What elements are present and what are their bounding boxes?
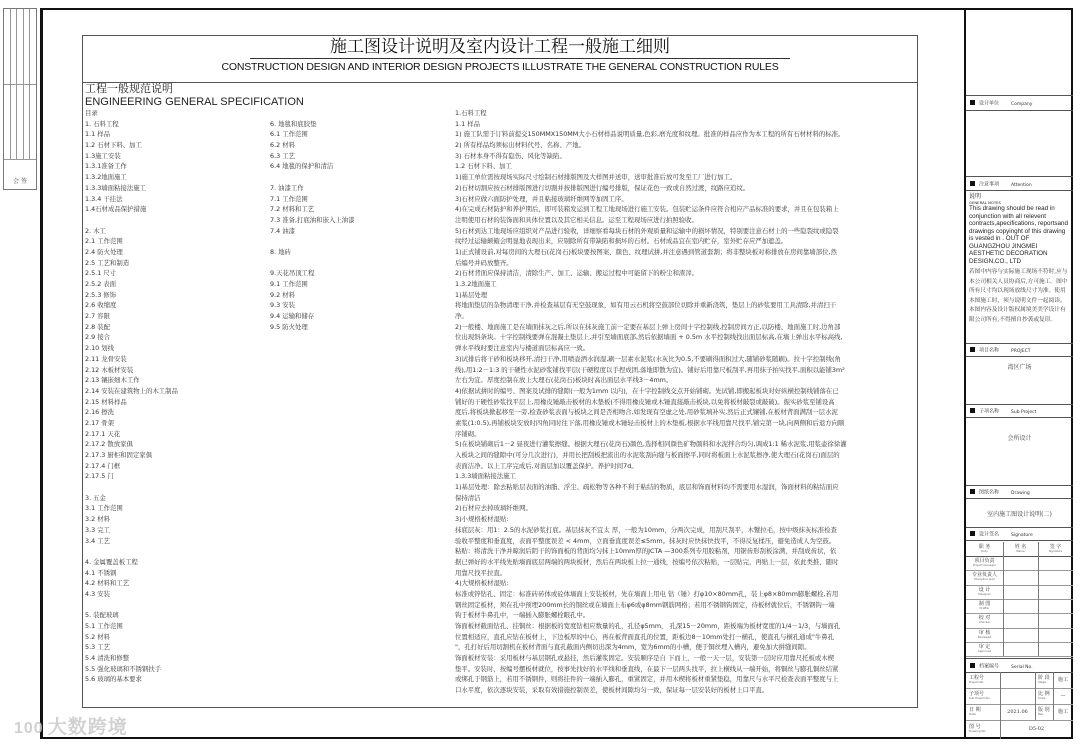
spec-line: 2)石材背面应保持清洁，清除生产、加工、运输、搬运过程中可能留下的粉尘和渣滓。 (455, 269, 699, 278)
toc-item (270, 172, 355, 183)
spec-line: 标准或锌钻孔、固定：标准砖砖体或砼体墙面上安装板材，先在墙面上用电 钻（锤）打φ10×80mm孔，装上φ8×80mm膨胀螺栓,若用 (455, 589, 839, 598)
toc-item: 1.3.2地面施工 (85, 173, 127, 182)
square-bullet-icon (970, 489, 975, 494)
toc-item (85, 546, 178, 557)
spec-line: 1.2 石材下料、加工 (455, 162, 512, 171)
signature-sign-field[interactable] (1038, 599, 1073, 612)
toc-item: 2.5.3 修饰 (85, 290, 117, 299)
spec-line: 钩于板材牛鼻孔中，一端插入膨胀螺栓眼孔中。 (455, 611, 590, 620)
toc-item: 2. 木工 (85, 226, 106, 235)
spec-line: 1)基层处理 (455, 290, 488, 299)
toc-item: 2.9 接合 (85, 333, 110, 342)
header-divider (82, 82, 918, 83)
square-bullet-icon (970, 100, 975, 105)
spec-line: 口水平度，依次逐块安装，采取有效措施控制误差，使板材间隙均匀一致，保证每一层安装好的板材上口平直。 (455, 686, 769, 695)
toc-item: 2.4 防火处理 (85, 247, 123, 256)
signature-name-field[interactable] (1003, 628, 1038, 641)
square-bullet-icon (970, 181, 975, 186)
spec-line: 入板块之间的缝隙中(可分几次进行)，并用长把刮板把流出的水泥浆刮向缝与板面擦平,同时将板面上水泥浆擦净,使大理石(花岗石)面层的 (455, 451, 840, 459)
toc-item: 2.17.3 厨柜和固定家俱 (85, 451, 153, 459)
notes-title: 说明 (969, 193, 982, 200)
sub-project-label-en: Sub Project (1011, 409, 1037, 415)
drawing-name: 室内施工图设计说明(二) (987, 511, 1052, 518)
company-label: 设计单位 (979, 100, 1000, 107)
square-bullet-icon (970, 663, 975, 668)
spec-line: 1)基层处理：除去粘贴层表面的油脂、浮尘、疏松物等各种不利于粘结的物质，底层和饰面材料均不需要用水湿润，饰面材料的粘结面应 (455, 483, 839, 492)
serial-value: 施工 (1057, 709, 1068, 716)
spec-line: "，孔打好后用切割机在板材背面与直孔截面内侧切出深为4mm，宽为6mm的小槽，便于铜丝埋入槽内，避免加大拼缝间隙。 (455, 643, 811, 652)
toc-item: 1.1 样品 (85, 130, 110, 139)
serial-header: 档案编号 Serial No. (970, 663, 1033, 671)
drawing-number: D5-02 (1028, 726, 1045, 733)
spec-line: 保持清洁 (455, 493, 481, 502)
spec-line: 3)小规格板材湿贴: (455, 515, 509, 524)
spec-line: 铺好的干硬性砂浆找平层上,用橡皮锤敲击板材的木垫板(不得用橡皮锤或木锤直接敲击板块,以免将板材敲裂或敲破)。振实砂浆至铺设高 (455, 397, 835, 406)
spec-line: 用靠尺找平拉直。 (455, 568, 507, 577)
toc-item: 5.1 工作范围 (85, 622, 123, 630)
notes-title-en: GENERAL NOTES (969, 200, 1001, 205)
spec-body-column (455, 108, 847, 696)
serial-label: 比 例 Scale (1038, 691, 1050, 701)
serial-label: 工程号 Project No. (969, 675, 985, 685)
toc-item: 2.17.4 门框 (85, 461, 121, 470)
signature-column-header: 职 务 Duty (978, 544, 991, 553)
toc-item: 2.11 龙骨安装 (85, 354, 127, 363)
toc-item: 7.4 油漆 (270, 226, 295, 235)
signature-role: 设 计 Designer (978, 586, 991, 596)
signature-label-en: Signature (1011, 532, 1033, 538)
project-name: 湾区广场 (1007, 364, 1032, 371)
toc-item: 2.5.1 尺寸 (85, 269, 117, 278)
signature-role: 审 定 Approved (977, 643, 992, 653)
toc-item (270, 108, 355, 119)
drawing-label: 图纸名称 (979, 489, 1000, 496)
toc-item: 1.2 石材下料、加工 (85, 141, 142, 150)
toc-item: 2.15 材料样品 (85, 397, 127, 406)
signature-role: 审 核 Reviewed (977, 629, 992, 639)
spec-line: 将地面垫层的杂物清理干净,并检查基层有无空鼓现象，如有用云石机将空鼓部位切除并重新浇筑，垫层上的砂浆要用工具清除,并清扫干 (455, 301, 837, 310)
spec-line: 度后,将板块掀起移至一旁,检查砂浆表面与板块之间是否相吻合,如发现有空虚之处,用砂浆填补实,然后正式镶铺,在板材背面满刮一层水泥 (455, 408, 838, 417)
signature-role: 专业负责人 Discipline lead (971, 572, 997, 582)
toc-item: 2.13 镶嵌细木工作 (85, 376, 140, 385)
square-bullet-icon (970, 531, 975, 536)
signature-label: 设计签名 (979, 531, 1000, 538)
spec-line: 3) 石材本身不得有隐伤、风化等缺陷。 (455, 151, 566, 160)
toc-item: 2.5 工艺和制造 (85, 258, 130, 267)
toc-item: 2.8 装配 (85, 322, 110, 331)
toc-item: 7.2 材料和工艺 (270, 205, 315, 214)
toc-item (270, 236, 355, 247)
spec-line: 4)在完成石材防护和养护期后，即可装箱发运到工程工地现场进行施工安装。包装贮运条件应符合相应产品标准的要求，并且在包装箱上 (455, 205, 839, 214)
toc-item: 5.4 清洗和修整 (85, 654, 130, 663)
spec-line: 3)石材应做六面防护处理，并且粘接玻璃纤维网等加固工序。 (455, 194, 628, 203)
toc-left-column (85, 108, 178, 685)
toc-item: 1.3.1准备工作 (85, 162, 127, 171)
sub-project-header (970, 408, 1036, 416)
toc-item: 7. 油漆工作 (270, 183, 304, 192)
company-label-en: Company (1011, 101, 1033, 107)
toc-item: 1.4石材成品保护措施 (85, 205, 147, 214)
spec-line: 左右为宜。厚度控制在放上大理石(花岗石)板块时高出面层水平线3－4mm。 (455, 376, 673, 385)
drawing-label-en: Drawing (1011, 490, 1030, 496)
toc-item: 5.5 强化玻璃和不锈钢扶手 (85, 664, 162, 673)
notes-english: This drawing should be read in conjunction with all relevent contracts,apecifications, reportsand drawings copyinght of this drawing is vested in . OUT OF GUANGZHOU JINGMEI AESTHETIC DECORATION DESIGN,CO., LTD (969, 205, 1069, 265)
spec-line: 饰面板材截面钻孔、挂铜丝：根据板的宽度钻相应数量的孔，孔径φ5mm， 孔深15－20mm，距板端为板材宽度的1/4－1/3，与墙面孔 (455, 622, 841, 630)
toc-item: 2.17.2 散放家俱 (85, 440, 133, 449)
spec-line: 验收平整度和垂直度，表面平整度误差 < 4mm，立面垂直度误差≤5mm。抹灰时应快抹快找平，不得反复揉压，避免造成人为空鼓。 (455, 536, 836, 545)
spec-line: 弹水平线时要注意室内与楼道面层标高应一致。 (455, 344, 590, 353)
square-bullet-icon (970, 408, 975, 413)
serial-label: 子项号 Sub Project No. (969, 691, 991, 701)
toc-item: 6.2 材料 (270, 141, 295, 150)
toc-item: 5.2 材料 (85, 632, 110, 641)
toc-item: 4.3 安装 (85, 589, 110, 598)
toc-item (85, 215, 178, 226)
toc-item: 1.3.3墙面粘接法施工 (85, 183, 146, 192)
spec-line: 净。 (455, 312, 468, 321)
toc-item: 2.12 木板材安装 (85, 365, 134, 374)
signature-sign-field[interactable] (1038, 556, 1073, 569)
signature-sign-field[interactable] (1038, 613, 1073, 626)
project-label: 项目名称 (979, 347, 1000, 354)
toc-item: 2.14 安装在建筑物上的木工制品 (85, 386, 178, 395)
project-header (970, 347, 1030, 355)
toc-item (85, 600, 178, 611)
toc-item: 目录 (85, 109, 98, 117)
toc-item: 2.6 收缩度 (85, 301, 117, 310)
spec-line: 线),用1:2－1:3 的干硬性水泥砂浆铺找平层(干硬程度以手捏成团,落地即散为宜)。铺好后用靠尺板刮平,再用抹子拍实找平,面积以能铺3m² (455, 365, 845, 374)
section-title-cn: 工程一般规范说明 (85, 82, 173, 95)
spec-line: 1.1 样品 (455, 119, 480, 128)
spec-line: 1) 施工队需于订料前提交150MMX150MM大小石材样品说明质量,色彩,磨光度和纹理。批准的样品应作为本工程的所有石材材料的标准。 (455, 130, 845, 139)
toc-item: 2.5.2 表面 (85, 280, 117, 288)
signature-name-field[interactable] (1003, 613, 1038, 626)
title-underline (250, 58, 790, 59)
toc-item (85, 482, 178, 493)
watermark-text: 大数跨境 (47, 716, 128, 738)
spec-line: 2)石材切割应按石材排版图进行切割并按排版图进行编号排版，保证花色一致或自然过渡，纹路应追纹。 (455, 183, 750, 192)
drawing-header (970, 489, 1030, 497)
signature-sign-field[interactable] (1038, 570, 1073, 583)
toc-item: 3. 五金 (85, 493, 106, 502)
attention-header (970, 181, 1032, 189)
signature-name-field[interactable] (1003, 585, 1038, 598)
general-notes (969, 193, 1071, 326)
spec-line: 位置相适应，直孔应钻在板材上，下边板厚的中心，再在板背面直孔的位置，距板边8－10mm处打一横孔，使直孔与横孔通成"牛鼻孔 (455, 632, 835, 641)
sub-project-name: 会所设计 (1007, 435, 1032, 442)
spec-line: 4)大规格板材湿贴: (455, 579, 509, 588)
spec-line: 或绑孔于钢筋上，若用不锈钢件，则将挂件的一端插入膨孔，重紧固定，并用木楔将板材重紧垫稳，用靠尺与水平尺检查表面平整度与上 (455, 675, 839, 684)
toc-item: 8. 地砖 (270, 247, 291, 256)
countersign-label: 会 签 (13, 178, 27, 185)
toc-item: 4.2 材料和工艺 (85, 579, 130, 588)
toc-item: 6.3 工艺 (270, 151, 295, 160)
toc-item: 6.1 工作范围 (270, 130, 308, 139)
toc-item: 2.7 容限 (85, 312, 110, 321)
sub-project-label: 子项名称 (979, 408, 1000, 415)
page-title: 施工图设计说明及室内设计工程一般施工细则 (330, 37, 670, 57)
watermark (14, 712, 128, 739)
toc-item: 7.3 准备,打底油和嵌入上油漆 (270, 215, 355, 224)
toc-item: 9.1 工作范围 (270, 280, 308, 288)
spec-line: 2)一般楼、地面施工是在墙面抹灰之后,所以在抹灰施工前一定要在基层上弹上房间十字控制线,控制房间方正,以防楼、地面施工时,边角部 (455, 322, 841, 331)
signature-role: 项目负责 Project manager (972, 558, 997, 567)
spec-line: 5)在板块铺砌后1－2 昼夜进行灌浆擦缝。根据大理石(花岗石)颜色,选择相同颜色矿物颜料和水泥拌合均匀,调成1:1 稀水泥浆,用浆壶徐徐灌 (455, 440, 847, 449)
signature-sign-field[interactable] (1038, 628, 1073, 641)
toc-item: 3.1 工作范围 (85, 504, 123, 513)
toc-item: 5. 装配玻璃 (85, 611, 119, 620)
watermark-logo: 100 (14, 720, 44, 737)
spec-line: 2)石材应去掉玻璃纤维网。 (455, 504, 532, 513)
toc-item: 3.3 完工 (85, 525, 110, 534)
toc-item: 2.10 划线 (85, 344, 115, 353)
signature-name-field[interactable] (1003, 556, 1038, 569)
toc-item: 6.4 地毯的保护和清洁 (270, 162, 334, 171)
section-title-en: ENGINEERING GENERAL SPECIFICATION (85, 95, 304, 108)
signature-sign-field[interactable] (1038, 642, 1073, 655)
toc-item: 3.2 材料 (85, 515, 110, 524)
spec-line: 1.石料工程 (455, 109, 487, 117)
spec-line: 1.3.2地面施工 (455, 280, 497, 288)
signature-column-header: 签 字 Signature (1048, 544, 1063, 553)
signature-role: 制 图 Drafter (978, 600, 991, 610)
toc-item: 1.3.4 干挂法 (85, 194, 123, 203)
project-label-en: PROJECT (1011, 348, 1031, 354)
serial-label: 阶 段 Stage (1038, 675, 1050, 685)
signature-sign-field[interactable] (1038, 585, 1073, 598)
page-subtitle: CONSTRUCTION DESIGN AND INTERIOR DESIGN PROJECTS ILLUSTRATE THE GENERAL CONSTRUCTION RULES (221, 61, 779, 73)
spec-line: 素浆(1:0.5),再铺板块安放时四角同时往下落,用橡皮锤或木锤轻击板材上的木垫板,根据水平线用靠尺找平,铺完第一块,向两侧和后退方向顺 (455, 418, 845, 427)
spec-line: 序铺砌。 (455, 429, 481, 438)
toc-item: 7.1 工作范围 (270, 194, 308, 203)
serial-value: 施工 (1057, 677, 1068, 684)
toc-item: 6. 地毯和底胶垫 (270, 119, 317, 128)
spec-line: 垫平。安装时，按编号摆板材就位，按事先找好的水平线和垂直线，在最下一层两头找平，拉上横线从一端开始，将铜丝与膨孔铜丝结紧 (455, 664, 839, 673)
serial-value: 2021.06 (1007, 709, 1028, 716)
toc-item: 9.天花吊顶工程 (270, 269, 315, 278)
toc-item: 5.6 玻璃的基本要求 (85, 675, 142, 684)
notes-chinese: 若图中内容与实际施工现场不符时,应与本公司相关人员协商后,方可施工。图中所有尺寸均以现场放线尺寸为准。使用本图施工时，须与说明文件一起阅读。本图内容及设计版权属境美美学设计有限公司所有,不得擅自抄袭或复印。 (969, 269, 1068, 323)
company-header (970, 100, 1032, 108)
toc-item: 1. 石料工程 (85, 119, 119, 128)
spec-line: 1)施工单位需按现场实际尺寸绘制石材排版图及大样图并送审，送审批准后放可发至工厂进行加工。 (455, 173, 737, 182)
attention-label: 注意事项 (979, 181, 1000, 188)
toc-item: 2.1 工作范围 (85, 237, 123, 246)
toc-item: 9.4 运输和储存 (270, 312, 315, 321)
toc-item: 2.17 骨架 (85, 418, 115, 427)
toc-item: 2.17.5 门 (85, 472, 114, 481)
spec-line: 抹底层灰：用1：2.5的水泥砂浆打底。基层抹灰不宜太 厚，一般为10mm，分两次完成，用刮尺刮平，木蟹拉毛，按中级抹灰标准检查 (455, 525, 837, 534)
spec-line: 粘贴：将清洗干净并晾润后阴干的饰面板的背面均匀抹上10mm厚的JCTA —300系列专用胶粘剂，用锯齿形刮板涂满，并刮成齿状，依 (455, 547, 837, 556)
toc-item (270, 258, 355, 269)
toc-item: 9.3 安装 (270, 301, 295, 310)
spec-line: 5)石材到达工地现场应组织对产品进行验收，详细察看每块石材的外观质量和运输中的损坏情况，特别要注意石材上的一些隐裂纹或隐裂 (455, 226, 839, 235)
signature-role: 校 对 Checker (978, 615, 991, 625)
toc-item: 1.3施工安装 (85, 151, 121, 160)
serial-label: 版 别 Rev. (1038, 707, 1050, 717)
attention-label-en: Attention (1011, 182, 1032, 188)
serial-value: — (1060, 693, 1066, 700)
spec-line: 位出现斜条块。十字控制线要弹在混凝土垫层上,并引至墙面底部,然后依据墙面 + 0.5m 水平控制线找出面层标高,在墙上弹出水平标高线, (455, 333, 843, 342)
signature-name-field[interactable] (1003, 642, 1038, 655)
toc-item: 9.5 防火处理 (270, 322, 308, 331)
spec-line: 2) 所有样品均须标出材料代号、名称、产地。 (455, 141, 586, 150)
toc-item: 2.17.1 天花 (85, 429, 121, 438)
toc-item: 3.4 工艺 (85, 536, 110, 545)
serial-label: 日 期 Date (969, 707, 981, 717)
toc-item: 5.3 工艺 (85, 643, 110, 652)
spec-line: 后编号并码放整齐。 (455, 258, 513, 267)
toc-middle-column (270, 108, 355, 332)
spec-line: 1.3.3墙面粘接法施工 (455, 472, 516, 481)
spec-line: 3)试排后将干砂和板块移开,清扫干净,用喷壶洒水润湿,刷一层素水泥浆(水灰比为0.5,不要刷得面积过大,随铺砂浆随刷)。拉十字控制线(角 (455, 354, 841, 363)
signature-name-field[interactable] (1003, 599, 1038, 612)
toc-item: 2.16 擦洗 (85, 408, 115, 417)
signature-name-field[interactable] (1003, 570, 1038, 583)
toc-item: 9.2 材料 (270, 290, 295, 299)
signature-column-header: 姓 名 Name (1014, 544, 1027, 553)
spec-line: 钢丝固定板材，须在孔中预埋200mm长的铜丝或在墙面上布φ6或φ8mm钢筋网格；若用不锈钢钩固定，待板材就位后，不锈钢钩一端 (455, 600, 835, 609)
spec-line: 注明使用石材的装饰面和具体位置以及其它相关信息。运至工程现场应进行拍照验收。 (455, 215, 698, 224)
spec-line: 据已弹好的水平线先贴墙面底层两端的两块板材，然后在两块板上拉一通线，按编号依次粘贴，一层贴完，再贴上一层，依此类推，随时 (455, 557, 839, 566)
spec-line: 4)依据试拼时的编号、图案及试排的缝隙(一般为1mm 以内)，在十字控制线交点开始铺砌。先试铺,即搬起板块对好纵横控制线铺落在已 (455, 386, 839, 395)
spec-line: 纹经过运输颠簸会明显地表现出来，应剔除所有带缺陷和损坏的石材。石材成品宜在室内贮存，室外贮存应严加遮盖。 (455, 237, 788, 246)
toc-item: 4.1 不锈钢 (85, 568, 117, 577)
spec-line: 饰面板材安装：采用板材与基层钢孔或悬挂，然后灌浆固定。安装顺序是自 下而上，一般一天一层，安装第一层时应用靠尺托板或木楔 (455, 654, 835, 663)
spec-line: 1)正式铺设前,对每房间的大理石(花岗石)板块要按图案、颜色、纹理试拼,并注意遇到管道套割；将非整块板对称排放在房间靠墙部位,然 (455, 247, 837, 256)
toc-item: 4. 金属覆盖板工程 (85, 557, 138, 566)
signature-header (970, 531, 1033, 539)
countersign-strip (3, 8, 37, 190)
spec-line: 表面洁净。以上工序完成后,对面层加以覆盖保护。养护时间7d。 (455, 461, 638, 470)
square-bullet-icon (970, 347, 975, 352)
drawing-no-label: 图 号 Drawing No. (969, 724, 987, 734)
